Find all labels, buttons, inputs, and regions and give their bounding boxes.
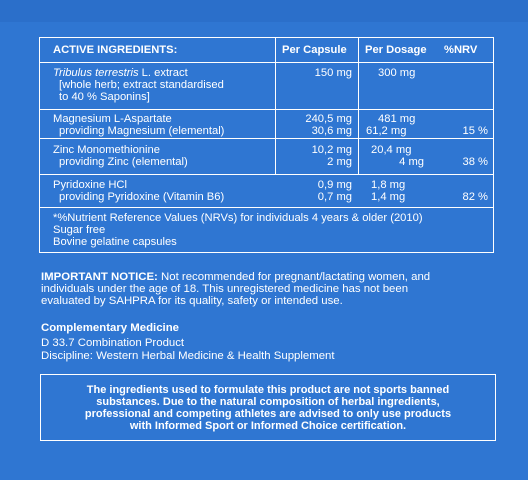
row-divider [40,109,493,110]
per-dosage-value: 300 mg [378,67,416,79]
nrv-value: 38 % [462,156,488,168]
per-capsule-value: 10,2 mg [311,144,352,156]
ingredient-detail: providing Pyridoxine (Vitamin B6) [59,191,225,203]
per-dosage-value: 4 mg [399,156,424,168]
header-per-dosage: Per Dosage [365,44,427,56]
ingredient-italic-name: Tribulus terrestris [53,67,139,79]
nrv-value: 82 % [462,191,488,203]
header-per-capsule: Per Capsule [282,44,347,56]
ingredient-name [53,68,188,79]
column-divider [275,38,276,175]
header-ingredients: ACTIVE INGREDIENTS: [53,44,178,56]
row-divider [40,207,493,208]
notice-line: individuals under the age of 18. This unregistered medicine has not been [41,283,409,295]
header-nrv: %NRV [444,44,478,56]
per-capsule-value: 0,7 mg [317,191,352,203]
sports-notice-line: professional and competing athletes are advised to only use products [84,408,452,420]
per-dosage-value: 1,4 mg [371,191,406,203]
complementary-title: Complementary Medicine [41,322,179,334]
row-divider [40,138,493,139]
notice-line: evaluated by SAHPRA for its quality, safety or intended use. [41,295,343,307]
complementary-line: D 33.7 Combination Product [41,337,185,349]
sugar-free-note: Sugar free [53,224,106,236]
per-capsule-value: 30,6 mg [311,125,352,137]
per-capsule-value: 0,9 mg [317,179,352,191]
sports-notice-line: The ingredients used to formulate this product are not sports banned [86,384,450,396]
capsule-type-note: Bovine gelatine capsules [53,236,177,248]
nrv-footnote: *%Nutrient Reference Values (NRVs) for individuals 4 years & older (2010) [53,212,423,224]
ingredient-detail: providing Magnesium (elemental) [59,125,225,137]
sports-notice-box [40,374,496,441]
ingredient-name: Pyridoxine HCl [53,179,127,191]
sports-notice-line: with Informed Sport or Informed Choice certification. [129,420,407,432]
top-band [0,0,528,22]
complementary-line: Discipline: Western Herbal Medicine & Health Supplement [41,350,335,362]
ingredient-name: Zinc Monomethionine [53,144,160,156]
ingredient-detail: providing Zinc (elemental) [59,156,188,168]
ingredients-table [39,37,494,253]
notice-label: IMPORTANT NOTICE: [41,271,158,283]
important-notice [41,271,430,307]
ingredient-name: Magnesium L-Aspartate [53,113,172,125]
per-dosage-value: 1,8 mg [371,179,406,191]
per-dosage-value: 481 mg [378,113,416,125]
column-divider [358,38,359,175]
per-capsule-value: 150 mg [314,67,352,79]
per-capsule-value: 2 mg [327,156,352,168]
sports-notice-line: substances. Due to the natural composition of herbal ingredients, [96,396,440,408]
row-divider [40,174,493,175]
notice-line: Not recommended for pregnant/lactating women, and [157,271,431,283]
ingredient-detail: to 40 % Saponins] [59,91,150,103]
per-capsule-value: 240,5 mg [305,113,352,125]
ingredient-name-rest: L. extract [138,67,188,79]
nrv-value: 15 % [462,125,488,137]
ingredient-detail: [whole herb; extract standardised [59,79,224,91]
per-dosage-value: 61,2 mg [366,125,407,137]
per-dosage-value: 20,4 mg [371,144,412,156]
